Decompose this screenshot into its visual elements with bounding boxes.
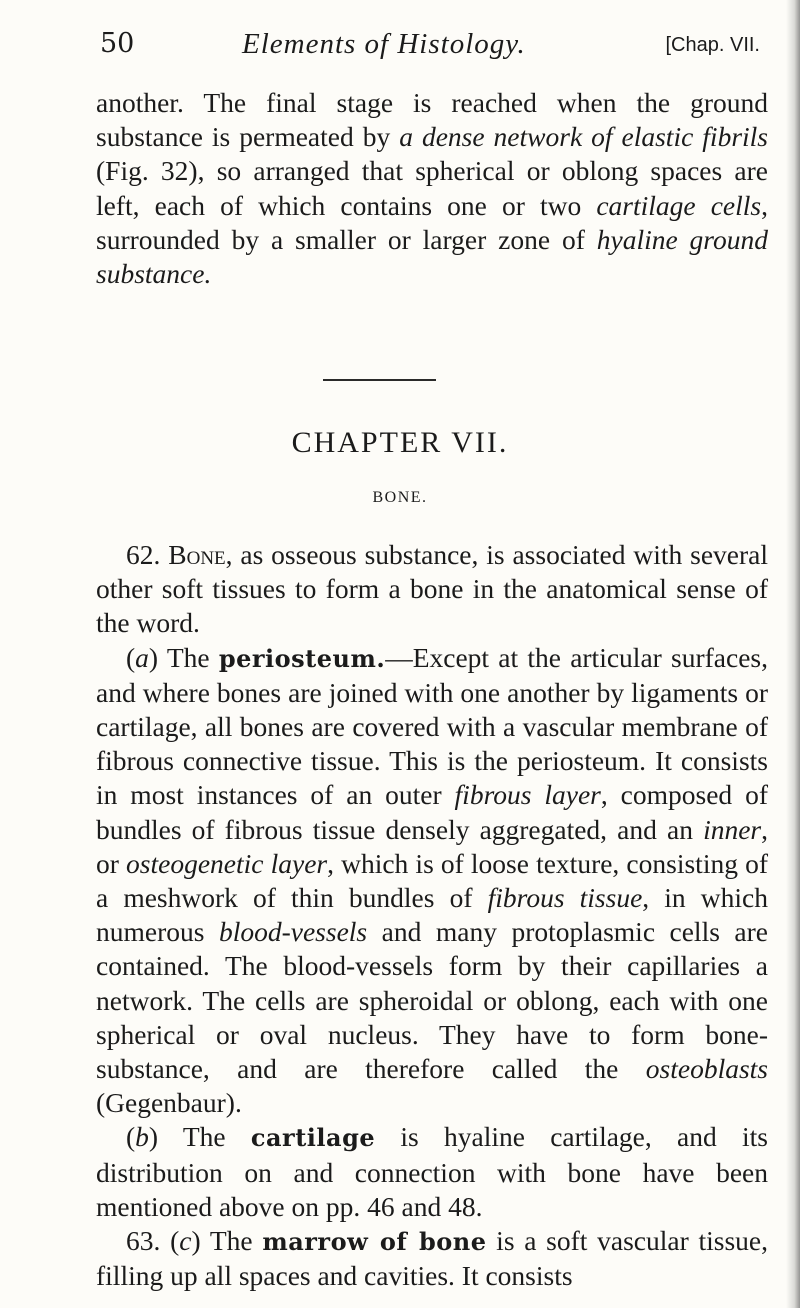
paragraph-b-cartilage <box>96 1120 768 1224</box>
text-run: (Fig. 32), so arranged that spherical or oblong spaces are left, each of which contains one or two <box>96 155 768 221</box>
label-close: ) The <box>148 641 219 673</box>
bold-term: periosteum. <box>218 643 386 673</box>
label-letter: b <box>135 1121 149 1153</box>
text-run: , or <box>96 813 768 879</box>
page-number: 50 <box>100 28 135 59</box>
paragraph-a-periosteum <box>96 641 768 1121</box>
paragraph-cartilage-end <box>96 86 768 291</box>
text-run: is a soft vascular tissue, filling up all spaces and cavities. It consists <box>96 1225 768 1292</box>
italic-term: cartilage cells <box>596 189 762 221</box>
chapter-body <box>96 538 768 1293</box>
bold-term: marrow of bone <box>262 1227 487 1257</box>
text-run: , as osseous substance, is associated with several other soft tissues to form a bone in the anatomical sense of the word. <box>96 539 768 639</box>
italic-term: inner <box>703 813 762 845</box>
label-letter: a <box>135 641 149 673</box>
italic-term: fibrous tissue <box>487 882 643 914</box>
chapter-heading: CHAPTER VII. <box>291 426 509 459</box>
section-term: Bone <box>168 539 226 570</box>
text-run: , composed of bundles of fibrous tissue densely aggregated, and an <box>96 779 769 845</box>
italic-term: osteoblasts <box>645 1053 768 1085</box>
running-title: Elements of Histology. <box>242 28 526 60</box>
text-run: another. The final stage is reached when the ground substance is permeated by <box>96 87 768 153</box>
paragraph-62 <box>96 538 768 641</box>
label-open: ( <box>126 641 136 673</box>
section-number: 62. <box>126 539 169 570</box>
section-divider <box>323 379 436 381</box>
paragraph-continuation <box>96 86 768 291</box>
page-gutter-shadow <box>786 0 800 1308</box>
text-run: , in which numerous <box>96 882 768 948</box>
text-run: , which is of loose texture, consisting of a meshwork of thin bundles of <box>96 847 768 914</box>
bold-term: cartilage <box>250 1123 376 1153</box>
section-number: 63. ( <box>126 1225 180 1257</box>
text-run: —Except at the articular surfaces, and where bones are joined with one another by ligaments or cartilage, all bones are covered with a vascular membrane of fibrous connective tissue. This is the periosteum. It consists in most instances of an outer <box>96 641 768 811</box>
paragraph-63 <box>96 1224 768 1293</box>
italic-term: fibrous layer <box>454 779 601 811</box>
label-close: ) The <box>148 1121 251 1153</box>
italic-term: hyaline ground substance. <box>96 223 768 290</box>
chapter-reference: [Chap. VII. <box>665 34 760 56</box>
page-header <box>92 28 772 68</box>
text-run: , surrounded by a smaller or larger zone of <box>96 189 768 255</box>
text-run: (Gegenbaur). <box>96 1087 242 1119</box>
text-run: and many protoplasmic cells are contained. The blood-vessels form by their capillaries a network. The cells are spheroidal or oblong, each with one spherical or oval nucleus. They have to form bone-substance, and are therefore called the <box>96 916 768 1085</box>
text-run: is hyaline cartilage, and its distribution on and connection with bone have been mentioned above on pp. 46 and 48. <box>96 1121 768 1222</box>
label-open: ( <box>126 1121 136 1153</box>
chapter-subheading: BONE. <box>372 489 428 506</box>
label-close: ) The <box>191 1225 263 1257</box>
italic-term: osteogenetic layer <box>126 847 328 879</box>
italic-term: blood-vessels <box>218 916 368 948</box>
label-letter: c <box>179 1225 192 1257</box>
italic-term: a dense network of elastic fibrils <box>399 121 768 153</box>
